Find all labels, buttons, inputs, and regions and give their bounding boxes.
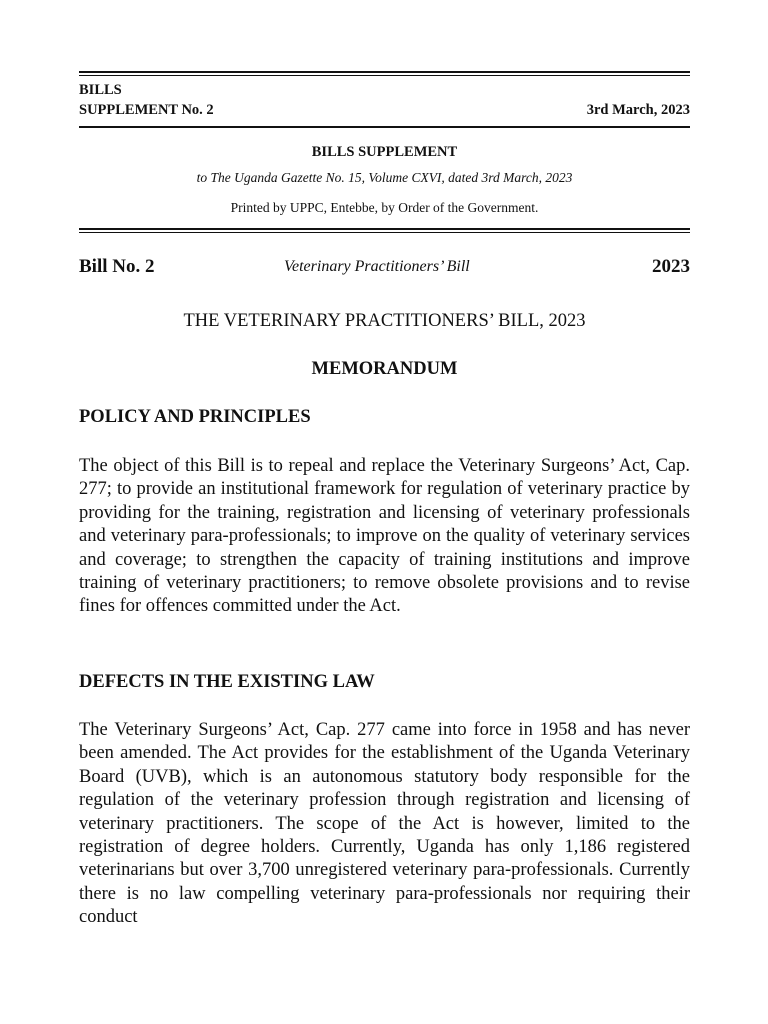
document-title: THE VETERINARY PRACTITIONERS’ BILL, 2023: [183, 311, 586, 331]
top-double-rule: [79, 71, 690, 76]
printed-by: Printed by UPPC, Entebbe, by Order of the Government.: [230, 200, 539, 215]
bill-year: 2023: [652, 256, 690, 277]
section-heading: DEFECTS IN THE EXISTING LAW: [79, 672, 375, 692]
section-body: The object of this Bill is to repeal and replace the Veterinary Surgeons’ Act, Cap. 277; to provide an institutional framework for regulation of veterinary practice by providing for the training, registration and licensing of veterinary professionals and veterinary para-professionals; to improve on the quality of veterinary services and coverage; to strengthen the capacity of training institutions and improve training of veterinary practitioners; to remove obsolete provisions and to revise fines for offences committed under the Act.: [79, 456, 690, 617]
supplement-title: BILLS SUPPLEMENT: [311, 144, 458, 160]
gazette-reference: to The Uganda Gazette No. 15, Volume CXVI, dated 3rd March, 2023: [196, 170, 573, 185]
bills-label: BILLS: [79, 82, 122, 98]
memorandum-heading: MEMORANDUM: [311, 359, 458, 379]
supplement-date: 3rd March, 2023: [586, 102, 690, 118]
bill-number: Bill No. 2: [79, 256, 155, 277]
header-rule: [79, 126, 690, 128]
section-body: The Veterinary Surgeons’ Act, Cap. 277 came into force in 1958 and has never been amended. The Act provides for the establishment of the Uganda Veterinary Board (UVB), which is an autonomous statutory body responsible for the regulation of the veterinary profession through registration and licensing of veterinary practitioners. The scope of the Act is however, limited to the registration of degree holders. Currently, Uganda has only 1,186 registered veterinarians but over 3,700 unregistered veterinary para-professionals. Currently there is no law compelling veterinary para-professionals nor requiring their conduct: [79, 720, 690, 928]
running-title: Veterinary Practitioners’ Bill: [284, 258, 470, 275]
section-heading: POLICY AND PRINCIPLES: [79, 407, 311, 427]
masthead-double-rule: [79, 228, 690, 233]
supplement-number: SUPPLEMENT No. 2: [79, 102, 214, 118]
